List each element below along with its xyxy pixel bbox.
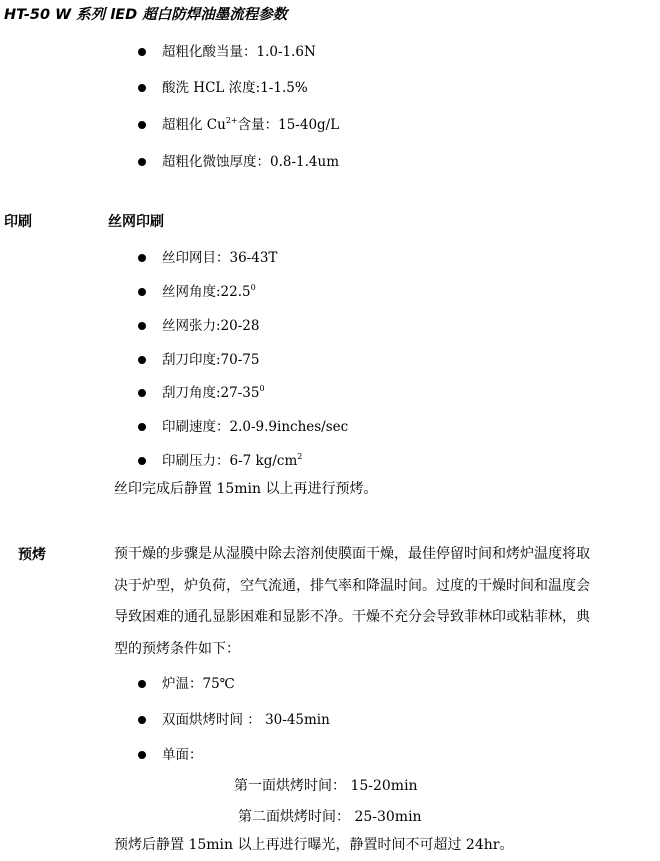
list-item-text: 印刷压力：6-7 kg/cm bbox=[162, 453, 298, 469]
print-note: 丝印完成后静置 15min 以上再进行预烤。 bbox=[114, 481, 378, 497]
bullet-icon bbox=[138, 716, 146, 724]
list-item bbox=[138, 708, 330, 728]
paragraph-line: 预干燥的步骤是从湿膜中除去溶剂使膜面干燥，最佳停留时间和烤炉温度将取 bbox=[114, 546, 590, 562]
superscript: 0 bbox=[259, 384, 265, 393]
list-item bbox=[138, 449, 302, 469]
paragraph-line: 决于炉型，炉负荷，空气流通，排气率和降温时间。过度的干燥时间和温度会 bbox=[114, 577, 590, 594]
list-item-text: 超粗化 Cu bbox=[162, 117, 226, 133]
section-label-prebake: 预烤 bbox=[18, 547, 46, 563]
list-item bbox=[138, 246, 277, 266]
list-item-text: 单面： bbox=[162, 747, 203, 763]
bullet-icon bbox=[138, 84, 146, 92]
prebake-paragraph bbox=[114, 539, 654, 665]
bullet-icon bbox=[138, 457, 146, 465]
superscript: 2 bbox=[297, 452, 303, 461]
list-item-text: 刮刀印度:70-75 bbox=[162, 352, 260, 368]
list-item bbox=[138, 314, 259, 334]
bullet-icon bbox=[138, 389, 146, 397]
list-item bbox=[138, 280, 256, 300]
list-item-text: 双面烘烤时间 ： 30-45min bbox=[162, 712, 330, 728]
list-item-text: 丝网张力:20-28 bbox=[162, 318, 260, 334]
paragraph-line: 型的预烤条件如下： bbox=[114, 640, 240, 657]
list-item-text: 刮刀角度:27-35 bbox=[162, 385, 260, 401]
bullet-icon bbox=[138, 288, 146, 296]
list-item bbox=[138, 76, 308, 96]
bullet-icon bbox=[138, 356, 146, 364]
section-label-print: 印刷 bbox=[4, 214, 32, 230]
list-item bbox=[138, 672, 235, 692]
bullet-icon bbox=[138, 121, 146, 129]
list-item bbox=[138, 743, 203, 763]
list-item-text: 超粗化微蚀厚度：0.8-1.4um bbox=[162, 154, 339, 170]
bullet-icon bbox=[138, 158, 146, 166]
list-item bbox=[138, 415, 348, 435]
list-item-text: 酸洗 HCL 浓度:1-1.5% bbox=[162, 80, 308, 96]
list-item-text: 超粗化酸当量：1.0-1.6N bbox=[162, 44, 316, 60]
list-item bbox=[138, 381, 265, 401]
list-item-text: 炉温：75℃ bbox=[162, 676, 235, 692]
prebake-note: 预烤后静置 15min 以上再进行曝光，静置时间不可超过 24hr。 bbox=[114, 837, 514, 853]
list-item bbox=[138, 113, 339, 133]
bullet-icon bbox=[138, 48, 146, 56]
single-side-second-time: 第二面烘烤时间： 25-30min bbox=[238, 809, 422, 825]
list-item bbox=[138, 150, 339, 170]
superscript: 2+ bbox=[225, 116, 238, 125]
list-item-text: 丝印网目：36-43T bbox=[162, 250, 278, 266]
document-title: HT-50 W 系列 lED 超白防焊油墨流程参数 bbox=[4, 7, 288, 23]
list-item-text: 含量：15-40g/L bbox=[237, 117, 340, 133]
paragraph-line: 导致困难的通孔显影困难和显影不净。干燥不充分会导致菲林印或粘菲林，典 bbox=[114, 609, 590, 625]
list-item-text: 丝网角度:22.5 bbox=[162, 284, 251, 300]
list-item bbox=[138, 40, 316, 60]
bullet-icon bbox=[138, 322, 146, 330]
section-heading-screen-print: 丝网印刷 bbox=[108, 214, 164, 230]
bullet-icon bbox=[138, 423, 146, 431]
bullet-icon bbox=[138, 680, 146, 688]
list-item-text: 印刷速度：2.0-9.9inches/sec bbox=[162, 419, 349, 435]
superscript: 0 bbox=[250, 283, 256, 292]
single-side-first-time: 第一面烘烤时间： 15-20min bbox=[234, 778, 418, 794]
bullet-icon bbox=[138, 751, 146, 759]
list-item bbox=[138, 348, 259, 368]
bullet-icon bbox=[138, 254, 146, 262]
